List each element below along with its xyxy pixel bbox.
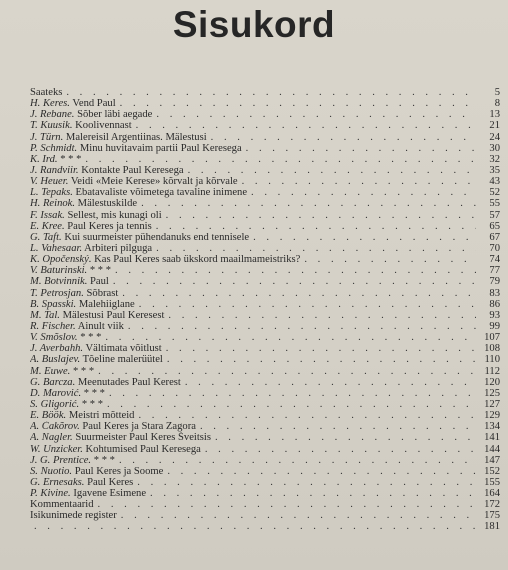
toc-entry-page-number: 5	[494, 87, 500, 98]
toc-entry-author: P. Kivine.	[30, 488, 71, 500]
dot-leader	[152, 221, 476, 232]
toc-entry	[30, 132, 500, 143]
toc-entry-author: J. G. Prentice.	[30, 454, 92, 466]
toc-entry-title	[30, 354, 163, 365]
toc-entry-page-number: 141	[484, 432, 500, 444]
toc-entry-page-number: 147	[484, 454, 500, 466]
toc-entry-page-number: 55	[489, 198, 500, 210]
toc-entry-text: * * *	[72, 365, 95, 377]
toc-entry-author: H. Reinok.	[30, 198, 76, 210]
toc-entry-title	[30, 187, 247, 198]
toc-entry	[30, 388, 500, 399]
toc-entry-title	[30, 221, 152, 232]
toc-entry-page-number: 86	[489, 298, 500, 310]
toc-entry-text: Mälestusi Paul Keresest	[62, 309, 165, 321]
dot-leader	[152, 109, 476, 120]
toc-entry	[30, 343, 500, 354]
toc-entry-author: T. Petrosjan.	[30, 287, 84, 299]
toc-entry-page-number: 35	[489, 164, 500, 176]
toc-entry-author: L. Vahesaar.	[30, 242, 83, 254]
toc-entry-page-number: 99	[489, 320, 500, 332]
toc-entry-title	[30, 198, 137, 209]
toc-entry-page-number: 13	[489, 109, 500, 121]
toc-entry	[30, 120, 500, 131]
toc-entry-author: S. Gligorić.	[30, 398, 80, 410]
toc-entry-text: Saateks	[30, 87, 63, 98]
toc-entry-author: G. Ernesaks.	[30, 476, 85, 488]
toc-entry-page-number: 93	[489, 309, 500, 321]
toc-entry-title	[30, 343, 162, 354]
toc-entry-author: V. Baturinski.	[30, 265, 88, 277]
toc-entry-title	[30, 154, 81, 165]
toc-entry-text: Kommentaarid	[30, 499, 94, 511]
dot-leader	[115, 455, 476, 466]
toc-entry-text: Ainult viik	[77, 320, 124, 332]
toc-entry	[30, 321, 500, 332]
dot-leader	[116, 98, 476, 109]
toc-entry	[30, 310, 500, 321]
toc-entry-title	[30, 232, 249, 243]
toc-entry-title	[30, 477, 133, 488]
toc-entry-text: Kontakte Paul Keresega	[81, 164, 184, 176]
toc-entry	[30, 366, 500, 377]
toc-entry-page-number: 79	[489, 276, 500, 288]
toc-entry-author: M. Euwe.	[30, 365, 71, 377]
toc-entry-text: Malehiiglane	[78, 298, 135, 310]
toc-entry-author: T. Kuusik.	[30, 120, 73, 132]
toc-entry-author: G. Taft.	[30, 231, 62, 243]
toc-entry-text: Kohtumised Paul Keresega	[85, 443, 201, 455]
dot-leader	[249, 232, 476, 243]
toc-entry-author: S. Nuotio.	[30, 465, 73, 477]
toc-entry-author: F. Issak.	[30, 209, 65, 221]
toc-entry	[30, 243, 500, 254]
toc-entry-author: K. Ird.	[30, 153, 58, 165]
toc-entry-author: H. Keres.	[30, 98, 70, 110]
toc-entry-page-number: 30	[489, 142, 500, 154]
toc-entry-title	[30, 299, 135, 310]
dot-leader	[247, 187, 476, 198]
toc-entry-page-number: 107	[484, 332, 500, 344]
dot-leader	[207, 132, 476, 143]
toc-entry-text: Minu huvitavaim partii Paul Keresega	[79, 142, 242, 154]
toc-entry-author: V. Smõslov.	[30, 332, 78, 344]
toc-entry-text: Paul Keres ja tennis	[67, 220, 152, 232]
dot-leader	[118, 288, 476, 299]
table-of-contents	[30, 87, 500, 533]
toc-entry-title	[30, 288, 118, 299]
toc-entry-page-number: 108	[484, 343, 500, 355]
toc-entry-text: Sellest, mis kunagi oli	[67, 209, 162, 221]
toc-entry-page-number: 52	[489, 187, 500, 199]
toc-entry-page-number: 65	[489, 220, 500, 232]
toc-entry	[30, 510, 500, 521]
dot-leader	[137, 198, 476, 209]
toc-entry-title	[30, 143, 242, 154]
toc-entry-text: Vend Paul	[72, 98, 116, 110]
toc-entry-author: B. Spasski.	[30, 298, 77, 310]
toc-entry-title	[30, 377, 181, 388]
dot-leader	[103, 399, 476, 410]
toc-entry-title	[30, 321, 124, 332]
toc-entry	[30, 221, 500, 232]
dot-leader	[111, 265, 476, 276]
toc-entry-page-number: 67	[489, 231, 500, 243]
toc-entry	[30, 421, 500, 432]
toc-entry	[30, 477, 500, 488]
dot-leader	[132, 120, 476, 131]
toc-entry	[30, 232, 500, 243]
toc-entry-title	[30, 132, 207, 143]
dot-leader	[133, 477, 476, 488]
toc-entry-text: Koolivennast	[75, 120, 132, 132]
toc-entry-text: Sõbrast	[86, 287, 119, 299]
toc-entry-author: E. Kree.	[30, 220, 65, 232]
toc-entry-author: J. Averbahh.	[30, 343, 84, 355]
toc-entry-text: Malereisil Argentiinas. Mälestusi	[65, 131, 207, 143]
toc-entry-text: Meenutades Paul Kerest	[77, 376, 181, 388]
toc-entry-text: * * *	[80, 332, 102, 344]
dot-leader	[94, 499, 476, 510]
toc-entry-page-number: 57	[489, 209, 500, 221]
toc-entry-title	[30, 109, 152, 120]
toc-entry-page-number: 74	[489, 254, 500, 266]
toc-entry-title	[30, 210, 162, 221]
dot-leader	[184, 165, 476, 176]
toc-entry-title	[30, 432, 211, 443]
toc-entry-author: M. Tal.	[30, 309, 60, 321]
dot-leader	[196, 421, 476, 432]
toc-entry	[30, 265, 500, 276]
toc-entry-title	[30, 165, 184, 176]
toc-entry-text: * * *	[83, 387, 105, 399]
dot-leader	[162, 343, 476, 354]
toc-entry	[30, 377, 500, 388]
toc-entry-page-number: 32	[489, 153, 500, 165]
dot-leader	[135, 299, 476, 310]
toc-entry-title	[30, 332, 101, 343]
dot-leader	[181, 377, 476, 388]
toc-entry-page-number: 155	[484, 476, 500, 488]
dot-leader	[105, 388, 476, 399]
toc-entry-title	[30, 265, 111, 276]
dot-leader	[146, 488, 476, 499]
toc-entry-text: Vältimata võitlust	[85, 343, 162, 355]
toc-entry-page-number: 127	[484, 398, 500, 410]
dot-leader	[201, 444, 476, 455]
toc-entry	[30, 210, 500, 221]
toc-entry-text: * * *	[60, 153, 82, 165]
dot-leader	[124, 321, 476, 332]
toc-entry-page-number: 134	[484, 421, 500, 433]
toc-entry-text: Kui suurmeister pühendanuks end tennisele	[64, 231, 250, 243]
toc-entry-title	[30, 399, 103, 410]
dot-leader	[81, 154, 476, 165]
dot-leader	[62, 87, 476, 98]
toc-entry-title	[30, 421, 196, 432]
dot-leader	[94, 366, 476, 377]
toc-entry-page-number: 77	[489, 265, 500, 277]
toc-entry-title	[30, 499, 94, 510]
toc-entry-title	[30, 466, 163, 477]
dot-leader	[242, 143, 476, 154]
toc-entry-title	[30, 276, 109, 287]
toc-entry-page-number: 70	[489, 242, 500, 254]
toc-entry	[30, 410, 500, 421]
toc-entry-text: Paul Keres	[87, 476, 134, 488]
toc-entry-author: K. Opočenský.	[30, 254, 92, 266]
toc-entry	[30, 165, 500, 176]
toc-entry-page-number: 24	[489, 131, 500, 143]
dot-leader	[152, 243, 476, 254]
toc-entry-text: Veidi «Meie Kerese» kõrvalt ja kõrvale	[70, 176, 238, 188]
toc-entry-title	[30, 310, 164, 321]
toc-entry-page-number: 172	[484, 499, 500, 511]
toc-entry-page-number: 175	[484, 510, 500, 522]
toc-entry-author: L. Tepaks.	[30, 187, 73, 199]
dot-leader	[117, 510, 476, 521]
toc-entry-page-number: 181	[484, 521, 500, 533]
toc-entry-page-number: 21	[489, 120, 500, 132]
dot-leader	[163, 466, 476, 477]
toc-entry-author: A. Čakõrov.	[30, 421, 80, 433]
toc-entry-author: D. Marović.	[30, 387, 82, 399]
toc-entry-text: Sõber läbi aegade	[77, 109, 153, 121]
toc-entry-author: W. Unzicker.	[30, 443, 83, 455]
toc-entry-author: E. Böök.	[30, 410, 67, 422]
toc-entry	[30, 154, 500, 165]
dot-leader	[163, 354, 476, 365]
toc-entry-title	[30, 388, 105, 399]
dot-leader	[162, 210, 476, 221]
toc-entry-title	[30, 254, 300, 265]
toc-entry-author: V. Heuer.	[30, 176, 69, 188]
toc-entry	[30, 187, 500, 198]
toc-entry-page-number: 83	[489, 287, 500, 299]
toc-entry	[30, 143, 500, 154]
toc-entry-text: Tõeline malerüütel	[82, 354, 163, 366]
toc-entry-author: A. Nagler.	[30, 432, 73, 444]
toc-entry	[30, 276, 500, 287]
toc-entry-title	[30, 98, 116, 109]
toc-entry-text: Meistri mõtteid	[68, 410, 135, 422]
toc-entry-text: Ebatavaliste võimetega tavaline inimene	[75, 187, 248, 199]
toc-entry-page-number: 110	[484, 354, 500, 366]
toc-entry-page-number: 120	[484, 376, 500, 388]
toc-entry-text: Isikunimede register	[30, 510, 117, 522]
toc-entry	[30, 499, 500, 510]
toc-entry-text: Paul	[90, 276, 109, 288]
toc-entry-author: J. Randviir.	[30, 164, 79, 176]
toc-entry-page-number: 144	[484, 443, 500, 455]
dot-leader	[211, 432, 476, 443]
dot-leader	[300, 254, 476, 265]
toc-entry-author: A. Buslajev.	[30, 354, 81, 366]
toc-entry	[30, 176, 500, 187]
toc-entry	[30, 455, 500, 466]
toc-entry-text: Igavene Esimene	[73, 488, 147, 500]
dot-leader	[101, 332, 476, 343]
toc-entry-page-number: 129	[484, 410, 500, 422]
toc-entry	[30, 109, 500, 120]
toc-entry-title	[30, 176, 238, 187]
toc-entry-text: * * *	[89, 265, 112, 277]
toc-entry	[30, 354, 500, 365]
toc-entry-page-number: 125	[484, 387, 500, 399]
toc-entry-title	[30, 455, 115, 466]
toc-entry-title	[30, 120, 132, 131]
toc-entry-title	[30, 87, 62, 98]
dot-leader	[134, 410, 476, 421]
toc-entry	[30, 98, 500, 109]
toc-entry-text: Arbiteri pilguga	[84, 242, 153, 254]
toc-entry-author: M. Botvinnik.	[30, 276, 88, 288]
page-title: Sisukord	[172, 4, 336, 45]
toc-entry-title	[30, 444, 201, 455]
toc-entry	[30, 399, 500, 410]
toc-entry-title	[30, 243, 152, 254]
toc-entry-page-number: 152	[484, 465, 500, 477]
toc-entry-author: G. Barcza.	[30, 376, 76, 388]
toc-entry	[30, 332, 500, 343]
toc-entry	[30, 521, 500, 532]
dot-leader	[238, 176, 476, 187]
toc-entry-page-number: 8	[494, 98, 500, 110]
toc-entry-title	[30, 488, 146, 499]
toc-entry-text: Paul Keres ja Soome	[74, 465, 164, 477]
toc-entry-text: Paul Keres ja Stara Zagora	[82, 421, 196, 433]
toc-entry	[30, 488, 500, 499]
toc-entry	[30, 288, 500, 299]
toc-entry-page-number: 112	[484, 365, 500, 377]
toc-entry	[30, 254, 500, 265]
toc-entry-text: Suurmeister Paul Keres Šveitsis	[75, 432, 211, 444]
toc-entry	[30, 466, 500, 477]
dot-leader	[109, 276, 476, 287]
toc-entry	[30, 299, 500, 310]
toc-entry	[30, 432, 500, 443]
dot-leader	[30, 521, 476, 532]
toc-entry-text: Kas Paul Keres saab ükskord maailmameistriks?	[94, 254, 301, 266]
toc-entry-author: P. Schmidt.	[30, 142, 78, 154]
toc-entry-text: * * *	[93, 454, 115, 466]
toc-entry-text: Mälestuskilde	[77, 198, 138, 210]
toc-entry-author: J. Türn.	[30, 131, 64, 143]
toc-entry-text: * * *	[81, 398, 103, 410]
toc-entry-title	[30, 366, 94, 377]
toc-entry-author: J. Rebane.	[30, 109, 75, 121]
toc-entry-page-number: 164	[484, 488, 500, 500]
toc-entry-author: R. Fischer.	[30, 320, 76, 332]
toc-entry	[30, 444, 500, 455]
dot-leader	[164, 310, 476, 321]
toc-entry-title	[30, 510, 117, 521]
toc-entry	[30, 198, 500, 209]
toc-entry	[30, 87, 500, 98]
toc-entry-page-number: 43	[489, 176, 500, 188]
toc-entry-title	[30, 410, 134, 421]
